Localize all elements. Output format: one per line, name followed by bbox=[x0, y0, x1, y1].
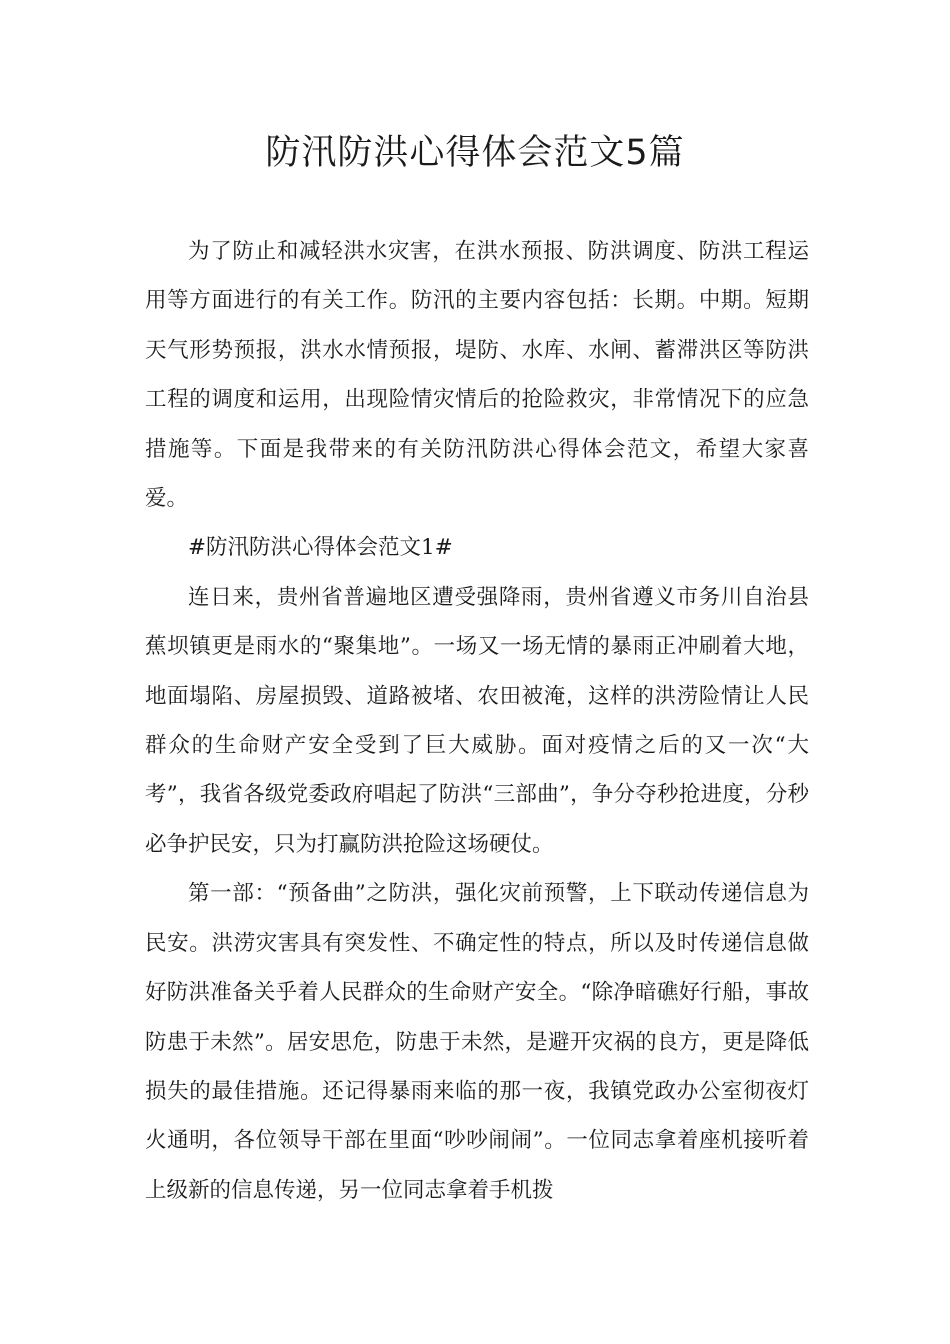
document-title: 防汛防洪心得体会范文5篇 bbox=[265, 133, 685, 173]
document-body bbox=[145, 227, 809, 1215]
body-paragraph: 第一部：“预备曲”之防洪，强化灾前预警，上下联动传递信息为民安。洪涝灾害具有突发性、不确定性的特点，所以及时传递信息做好防洪准备关乎着人民群众的生命财产安全。“除净暗礁好行船，事故防患于未然”。居安思危，防患于未然，是避开灾祸的良方，更是降低损失的最佳措施。还记得暴雨来临的那一夜，我镇党政办公室彻夜灯火通明，各位领导干部在里面“吵吵闹闹”。一位同志拿着座机接听着上级新的信息传递，另一位同志拿着手机拨 bbox=[145, 881, 809, 1203]
body-paragraph: 连日来，贵州省普遍地区遭受强降雨，贵州省遵义市务川自治县蕉坝镇更是雨水的“聚集地”。一场又一场无情的暴雨正冲刷着大地，地面塌陷、房屋损毁、道路被堵、农田被淹，这样的洪涝险情让人民群众的生命财产安全受到了巨大威胁。面对疫情之后的又一次“大考”，我省各级党委政府唱起了防洪“三部曲”，争分夺秒抢进度，分秒必争护民安，只为打赢防洪抢险这场硬仗。 bbox=[145, 584, 809, 857]
intro-paragraph: 为了防止和减轻洪水灾害，在洪水预报、防洪调度、防洪工程运用等方面进行的有关工作。防汛的主要内容包括：长期。中期。短期天气形势预报，洪水水情预报，堤防、水库、水闸、蓄滞洪区等防洪工程的调度和运用，出现险情灾情后的抢险救灾，非常情况下的应急措施等。下面是我带来的有关防汛防洪心得体会范文，希望大家喜爱。 bbox=[145, 239, 809, 512]
section-heading: #防汛防洪心得体会范文1# bbox=[188, 535, 453, 561]
